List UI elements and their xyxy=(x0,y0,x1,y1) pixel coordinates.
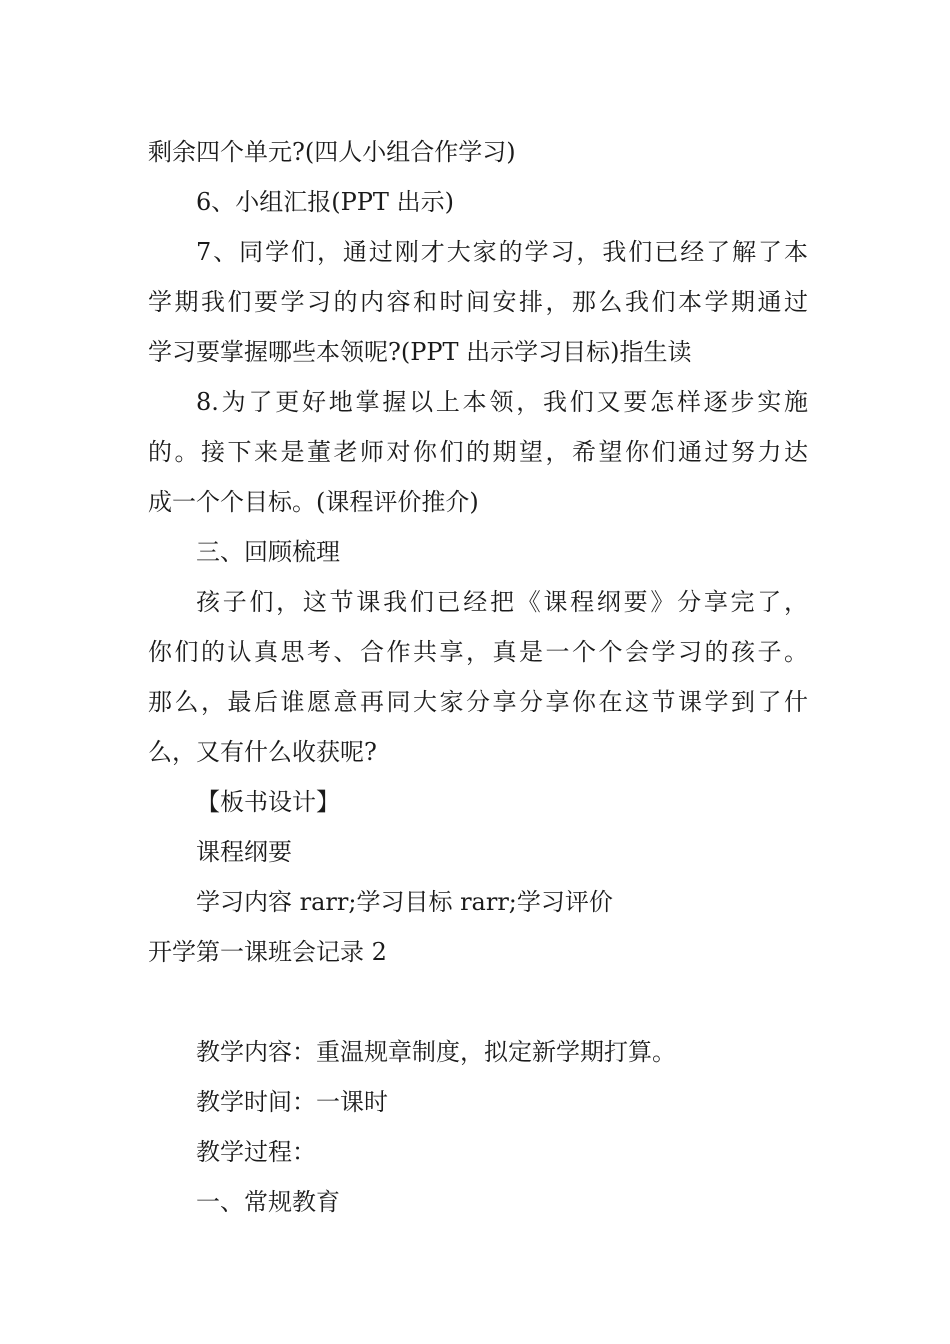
text-line: 成一个个目标。(课程评价推介) xyxy=(148,488,479,516)
text-line: 学习内容 rarr;学习目标 rarr;学习评价 xyxy=(196,888,613,916)
text-line: 剩余四个单元?(四人小组合作学习) xyxy=(148,138,516,166)
text-line: 的。接下来是董老师对你们的期望，希望你们通过努力达 xyxy=(148,438,808,466)
text-line: 教学内容：重温规章制度，拟定新学期打算。 xyxy=(196,1038,676,1066)
text-line: 6、小组汇报(PPT 出示) xyxy=(196,188,454,216)
section-heading: 【板书设计】 xyxy=(196,788,340,816)
text-line: 学期我们要学习的内容和时间安排，那么我们本学期通过 xyxy=(148,288,808,316)
text-line: 那么，最后谁愿意再同大家分享分享你在这节课学到了什 xyxy=(148,688,808,716)
text-line: 8.为了更好地掌握以上本领，我们又要怎样逐步实施 xyxy=(196,388,808,416)
text-line: 孩子们，这节课我们已经把《课程纲要》分享完了， xyxy=(196,588,808,616)
text-line: 么，又有什么收获呢? xyxy=(148,738,377,766)
text-line: 教学过程： xyxy=(196,1138,316,1166)
section-heading: 三、回顾梳理 xyxy=(196,538,340,566)
text-line: 课程纲要 xyxy=(196,838,292,866)
text-line: 教学时间：一课时 xyxy=(196,1088,388,1116)
text-line: 7、同学们，通过刚才大家的学习，我们已经了解了本 xyxy=(196,238,808,266)
section-heading: 一、常规教育 xyxy=(196,1188,340,1216)
text-line: 你们的认真思考、合作共享，真是一个个会学习的孩子。 xyxy=(148,638,808,666)
document-title: 开学第一课班会记录 2 xyxy=(148,938,387,966)
text-line: 学习要掌握哪些本领呢?(PPT 出示学习目标)指生读 xyxy=(148,338,692,366)
